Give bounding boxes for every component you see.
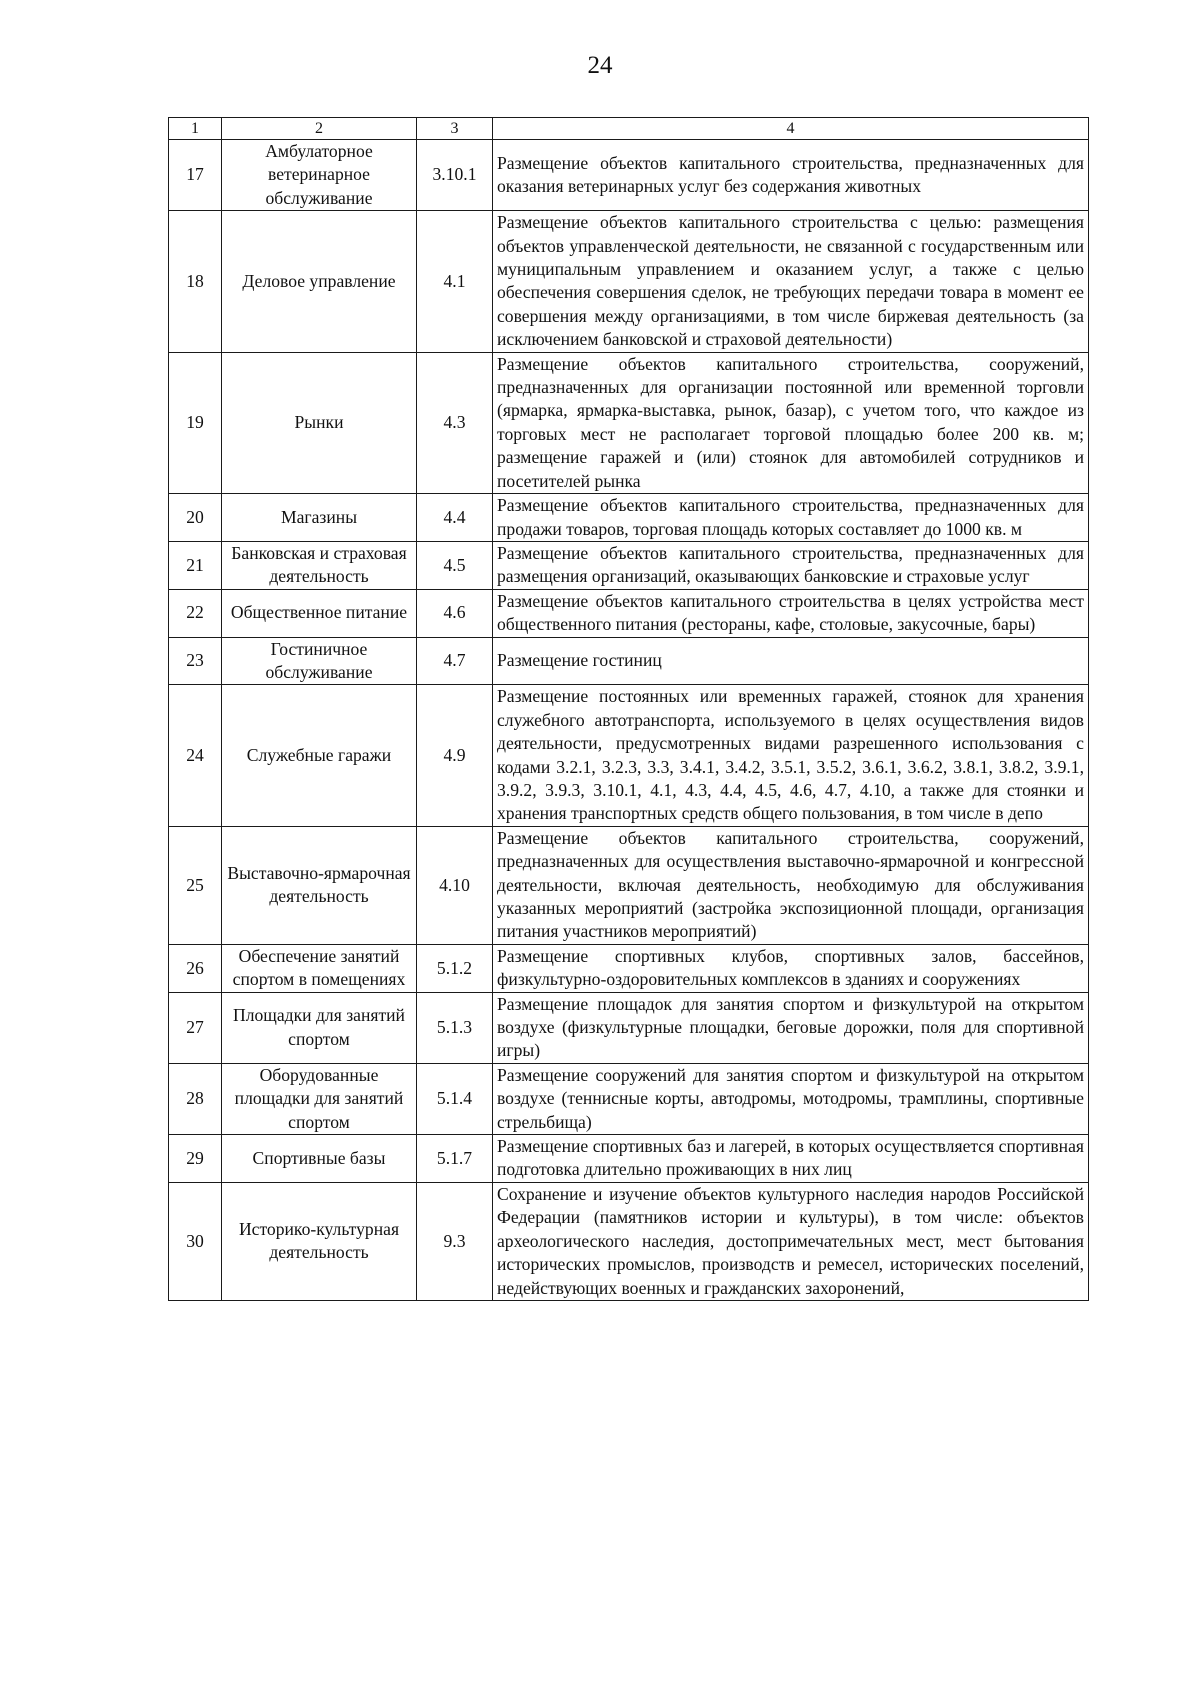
use-type-code: 4.5	[417, 541, 493, 589]
use-type-description: Размещение площадок для занятия спортом и физкультурой на открытом воздухе (физкультурные площадки, беговые дорожки, поля для спортивной игры)	[493, 992, 1089, 1063]
page-number: 24	[587, 52, 613, 79]
use-type-code: 4.6	[417, 589, 493, 637]
use-type-description: Размещение объектов капитального строительства с целью: размещения объектов управленческой деятельности, не связанной с государственным или муниципальным управлением и оказанием услуг, а также с целью обеспечения совершения сделок, не требующих передачи товара в момент ее совершения между организациями, в том числе биржевая деятельность (за исключением банковской и страховой деятельности)	[493, 211, 1089, 352]
use-type-name: Амбулаторное ветеринарное обслуживание	[222, 140, 417, 211]
use-type-name: Гостиничное обслуживание	[222, 637, 417, 685]
table-row	[169, 589, 1089, 637]
table-row	[169, 140, 1089, 211]
use-type-name: Площадки для занятий спортом	[222, 992, 417, 1063]
table-row	[169, 685, 1089, 826]
table-row	[169, 352, 1089, 493]
row-number: 27	[169, 992, 222, 1063]
table-row	[169, 1182, 1089, 1300]
use-type-code: 4.7	[417, 637, 493, 685]
use-type-code: 5.1.2	[417, 944, 493, 992]
use-type-name: Выставочно-ярмарочная деятельность	[222, 826, 417, 944]
table-row	[169, 541, 1089, 589]
use-type-code: 4.4	[417, 494, 493, 542]
use-type-description: Размещение объектов капитального строительства в целях устройства мест общественного питания (рестораны, кафе, столовые, закусочные, бары)	[493, 589, 1089, 637]
use-type-description: Сохранение и изучение объектов культурного наследия народов Российской Федерации (памятников истории и культуры), в том числе: объектов археологического наследия, достопримечательных мест, мест бытования исторических промыслов, производств и ремесел, исторических поселений, недействующих военных и гражданских захоронений,	[493, 1182, 1089, 1300]
use-type-description: Размещение объектов капитального строительства, предназначенных для размещения организаций, оказывающих банковские и страховые услуг	[493, 541, 1089, 589]
table-row	[169, 826, 1089, 944]
use-type-description: Размещение объектов капитального строительства, сооружений, предназначенных для осуществления выставочно-ярмарочной и конгрессной деятельности, включая деятельность, необходимую для обслуживания указанных мероприятий (застройка экспозиционной площади, организация питания участников мероприятий)	[493, 826, 1089, 944]
table-row	[169, 494, 1089, 542]
header-cell-3: 3	[417, 118, 493, 140]
row-number: 30	[169, 1182, 222, 1300]
use-type-code: 5.1.7	[417, 1135, 493, 1183]
row-number: 20	[169, 494, 222, 542]
use-type-code: 4.9	[417, 685, 493, 826]
use-type-name: Оборудованные площадки для занятий спортом	[222, 1063, 417, 1134]
use-type-code: 3.10.1	[417, 140, 493, 211]
row-number: 22	[169, 589, 222, 637]
row-number: 18	[169, 211, 222, 352]
use-type-name: Рынки	[222, 352, 417, 493]
table-row	[169, 944, 1089, 992]
use-type-code: 9.3	[417, 1182, 493, 1300]
use-type-name: Общественное питание	[222, 589, 417, 637]
use-type-name: Спортивные базы	[222, 1135, 417, 1183]
use-type-name: Банковская и страховая деятельность	[222, 541, 417, 589]
row-number: 29	[169, 1135, 222, 1183]
use-type-code: 5.1.3	[417, 992, 493, 1063]
use-type-name: Магазины	[222, 494, 417, 542]
use-type-code: 4.10	[417, 826, 493, 944]
header-cell-1: 1	[169, 118, 222, 140]
row-number: 24	[169, 685, 222, 826]
header-cell-2: 2	[222, 118, 417, 140]
table-header-row	[169, 118, 1089, 140]
row-number: 26	[169, 944, 222, 992]
use-type-name: Служебные гаражи	[222, 685, 417, 826]
use-type-code: 4.3	[417, 352, 493, 493]
use-type-name: Обеспечение занятий спортом в помещениях	[222, 944, 417, 992]
use-type-code: 4.1	[417, 211, 493, 352]
row-number: 25	[169, 826, 222, 944]
use-type-description: Размещение спортивных баз и лагерей, в которых осуществляется спортивная подготовка длительно проживающих в них лиц	[493, 1135, 1089, 1183]
use-type-description: Размещение сооружений для занятия спортом и физкультурой на открытом воздухе (теннисные корты, автодромы, мотодромы, трамплины, спортивные стрельбища)	[493, 1063, 1089, 1134]
table-row	[169, 1063, 1089, 1134]
row-number: 17	[169, 140, 222, 211]
use-type-description: Размещение объектов капитального строительства, сооружений, предназначенных для организации постоянной или временной торговли (ярмарка, ярмарка-выставка, рынок, базар), с учетом того, что каждое из торговых мест не располагает торговой площадью более 200 кв. м; размещение гаражей и (или) стоянок для автомобилей сотрудников и посетителей рынка	[493, 352, 1089, 493]
use-type-name: Историко-культурная деятельность	[222, 1182, 417, 1300]
table-row	[169, 992, 1089, 1063]
table-row	[169, 637, 1089, 685]
use-type-name: Деловое управление	[222, 211, 417, 352]
row-number: 21	[169, 541, 222, 589]
use-type-description: Размещение спортивных клубов, спортивных залов, бассейнов, физкультурно-оздоровительных комплексов в зданиях и сооружениях	[493, 944, 1089, 992]
use-type-description: Размещение объектов капитального строительства, предназначенных для оказания ветеринарных услуг без содержания животных	[493, 140, 1089, 211]
table-row	[169, 211, 1089, 352]
use-type-description: Размещение объектов капитального строительства, предназначенных для продажи товаров, торговая площадь которых составляет до 1000 кв. м	[493, 494, 1089, 542]
row-number: 23	[169, 637, 222, 685]
row-number: 28	[169, 1063, 222, 1134]
row-number: 19	[169, 352, 222, 493]
header-cell-4: 4	[493, 118, 1089, 140]
use-type-description: Размещение гостиниц	[493, 637, 1089, 685]
use-type-code: 5.1.4	[417, 1063, 493, 1134]
land-use-table	[168, 117, 1089, 1301]
use-type-description: Размещение постоянных или временных гаражей, стоянок для хранения служебного автотранспорта, используемого в целях осуществления видов деятельности, предусмотренных видами разрешенного использования с кодами 3.2.1, 3.2.3, 3.3, 3.4.1, 3.4.2, 3.5.1, 3.5.2, 3.6.1, 3.6.2, 3.8.1, 3.8.2, 3.9.1, 3.9.2, 3.9.3, 3.10.1, 4.1, 4.3, 4.4, 4.5, 4.6, 4.7, 4.10, а также для стоянки и хранения транспортных средств общего пользования, в том числе в депо	[493, 685, 1089, 826]
table-row	[169, 1135, 1089, 1183]
